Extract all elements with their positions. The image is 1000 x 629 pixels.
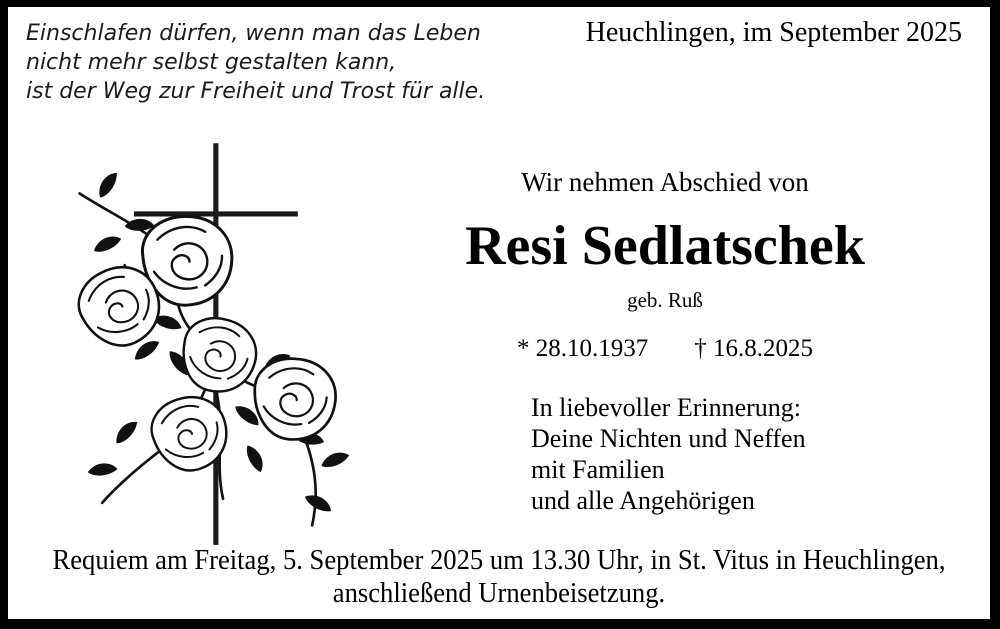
birth-date	[517, 335, 648, 363]
ceremony-line: Requiem am Freitag, 5. September 2025 um 13.30 Uhr, in St. Vitus in Heuchlingen,	[52, 545, 946, 576]
birth-date-value: 28.10.1937	[535, 335, 649, 362]
memoriam-line: Deine Nichten und Neffen	[531, 424, 806, 453]
death-date-value: 16.8.2025	[713, 335, 813, 362]
death-cross-symbol: †	[694, 335, 707, 362]
ceremony-info	[8, 544, 990, 610]
death-date	[694, 335, 813, 363]
deceased-name: Resi Sedlatschek	[465, 215, 865, 277]
place-date-line: Heuchlingen, im September 2025	[585, 17, 962, 48]
farewell-line: Wir nehmen Abschied von	[521, 167, 809, 197]
memoriam-block	[531, 392, 806, 516]
cross-with-roses-illustration	[62, 132, 382, 552]
epigraph-line: nicht mehr selbst gestalten kann,	[26, 50, 397, 75]
memoriam-line: In liebevoller Erinnerung:	[531, 393, 802, 422]
ceremony-line: anschließend Urnenbeisetzung.	[332, 578, 666, 609]
memoriam-line: mit Familien	[531, 455, 665, 484]
birth-name: geb. Ruß	[627, 288, 703, 312]
epigraph-quote	[26, 19, 485, 106]
memoriam-line: und alle Angehörigen	[531, 486, 755, 515]
rose-icons	[71, 209, 344, 474]
epigraph-line: Einschlafen dürfen, wenn man das Leben	[26, 21, 481, 46]
epigraph-line: ist der Weg zur Freiheit und Trost für alle.	[26, 79, 486, 104]
birth-star-symbol: *	[517, 335, 530, 362]
life-dates	[415, 335, 915, 363]
